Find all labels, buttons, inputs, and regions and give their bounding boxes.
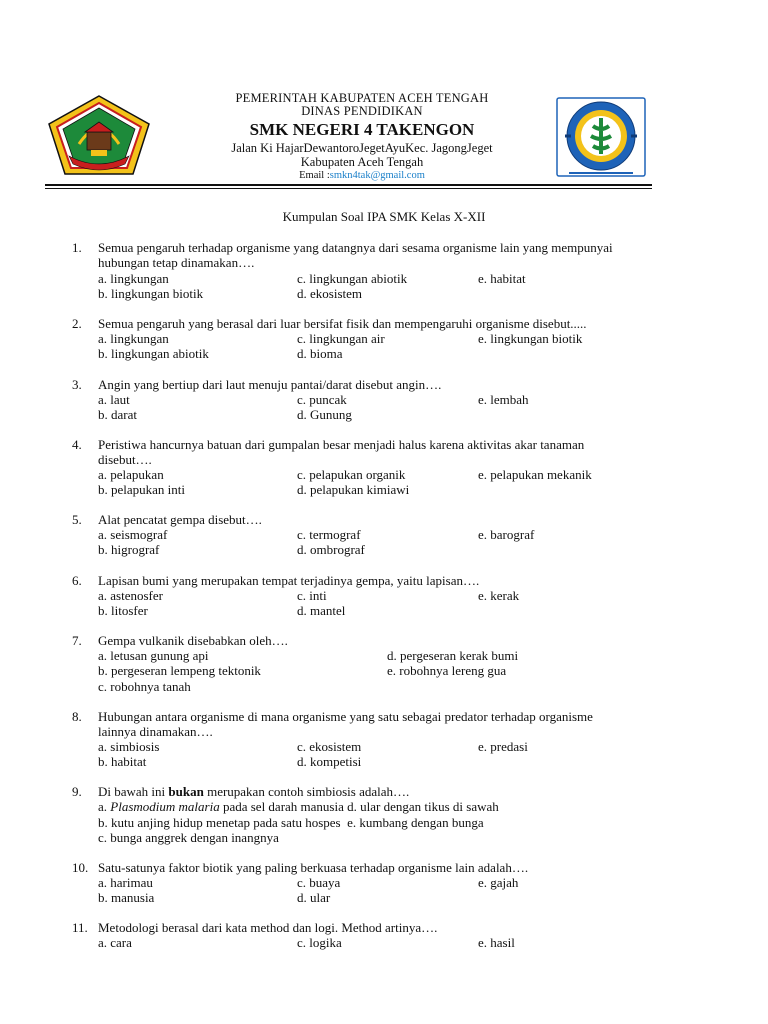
option-c[interactable]: c. buaya <box>297 875 341 890</box>
option-c[interactable]: c. logika <box>297 935 342 950</box>
question-number: 1. <box>72 240 82 255</box>
option-c[interactable]: c. bunga anggrek dengan inangnya <box>98 830 279 845</box>
option-e[interactable]: e. kerak <box>478 588 520 603</box>
option-b-and-e[interactable] <box>98 815 484 830</box>
option-c[interactable]: c. puncak <box>297 392 347 407</box>
option-c[interactable]: c. inti <box>297 588 327 603</box>
question-stem: Metodologi berasal dari kata method dan logi. Method artinya…. <box>98 920 438 935</box>
option-b[interactable]: b. litosfer <box>98 603 148 618</box>
option-d[interactable]: d. ekosistem <box>297 286 362 301</box>
option-b[interactable]: b. manusia <box>98 890 155 905</box>
option-a[interactable]: a. lingkungan <box>98 331 169 346</box>
email-line <box>150 169 574 183</box>
species-name: Plasmodium malaria <box>110 799 220 814</box>
option-e[interactable]: e. gajah <box>478 875 519 890</box>
option-b[interactable]: b. kutu anjing hidup menetap pada satu hospes <box>98 815 341 830</box>
option-a[interactable]: a. letusan gunung api <box>98 648 209 663</box>
option-e[interactable]: e. predasi <box>478 739 528 754</box>
question-number: 11. <box>72 920 88 935</box>
option-c[interactable]: c. lingkungan air <box>297 331 385 346</box>
option-e[interactable]: e. habitat <box>478 271 526 286</box>
question-number: 4. <box>72 437 82 452</box>
question-stem: Peristiwa hancurnya batuan dari gumpalan besar menjadi halus karena aktivitas akar tanaman disebut…. <box>98 437 585 467</box>
option-d[interactable]: d. Gunung <box>297 407 352 422</box>
option-c[interactable]: c. robohnya tanah <box>98 679 191 694</box>
option-e[interactable]: e. barograf <box>478 527 535 542</box>
option-e[interactable]: e. kumbang dengan bunga <box>347 815 484 830</box>
option-b[interactable]: b. higrograf <box>98 542 160 557</box>
question-number: 5. <box>72 512 82 527</box>
question-stem: Satu-satunya faktor biotik yang paling berkuasa terhadap organisme lain adalah…. <box>98 860 529 875</box>
question-number: 9. <box>72 784 82 799</box>
option-c[interactable]: c. lingkungan abiotik <box>297 271 408 286</box>
question-stem: Semua pengaruh yang berasal dari luar bersifat fisik dan mempengaruhi organisme disebut..... <box>98 316 587 331</box>
government-line: PEMERINTAH KABUPATEN ACEH TENGAH <box>235 91 489 105</box>
email-link[interactable]: smkn4tak@gmail.com <box>329 170 425 181</box>
option-d[interactable]: d. ular <box>297 890 331 905</box>
header-divider-thin <box>45 188 652 189</box>
option-e[interactable]: e. lingkungan biotik <box>478 331 583 346</box>
option-d[interactable]: d. pelapukan kimiawi <box>297 482 410 497</box>
regency-line: Kabupaten Aceh Tengah <box>300 155 424 169</box>
option-c[interactable]: c. ekosistem <box>297 739 362 754</box>
question-number: 3. <box>72 377 82 392</box>
emphasis-word: bukan <box>168 784 204 799</box>
option-e[interactable]: e. lembah <box>478 392 529 407</box>
option-a[interactable]: a. laut <box>98 392 130 407</box>
question-stem: Gempa vulkanik disebabkan oleh…. <box>98 633 288 648</box>
aceh-tengah-emblem-icon <box>45 94 153 178</box>
option-c[interactable]: c. termograf <box>297 527 361 542</box>
option-d[interactable]: d. bioma <box>297 346 343 361</box>
option-e[interactable]: e. robohnya lereng gua <box>387 663 507 678</box>
option-a[interactable]: a. pelapukan <box>98 467 164 482</box>
question-stem: Lapisan bumi yang merupakan tempat terjadinya gempa, yaitu lapisan…. <box>98 573 480 588</box>
option-d[interactable]: d. mantel <box>297 603 346 618</box>
option-d[interactable]: d. ular dengan tikus di sawah <box>347 799 499 814</box>
option-d[interactable]: d. ombrograf <box>297 542 365 557</box>
question-stem: Semua pengaruh terhadap organisme yang datangnya dari sesama organisme lain yang mempunyai hubungan tetap dinamakan…. <box>98 240 613 270</box>
option-a-and-d[interactable]: a. Plasmodium malaria pada sel darah manusia d. ular dengan tikus di sawah <box>98 799 499 814</box>
question-number: 7. <box>72 633 82 648</box>
option-a[interactable]: a. astenosfer <box>98 588 163 603</box>
option-a[interactable]: a. lingkungan <box>98 271 169 286</box>
school-name: SMK NEGERI 4 TAKENGON <box>249 120 475 139</box>
option-d[interactable]: d. pergeseran kerak bumi <box>387 648 519 663</box>
question-number: 2. <box>72 316 82 331</box>
letterhead <box>150 92 574 183</box>
question-number: 6. <box>72 573 82 588</box>
option-e[interactable]: e. pelapukan mekanik <box>478 467 592 482</box>
document-title: Kumpulan Soal IPA SMK Kelas X-XII <box>282 209 486 224</box>
question-number: 8. <box>72 709 82 724</box>
option-a[interactable]: a. cara <box>98 935 132 950</box>
option-b[interactable]: b. pergeseran lempeng tektonik <box>98 663 261 678</box>
question-stem: Di bawah ini bukan merupakan contoh simbiosis adalah…. <box>98 784 410 799</box>
option-d[interactable]: d. kompetisi <box>297 754 362 769</box>
option-b[interactable]: b. lingkungan abiotik <box>98 346 209 361</box>
department-line: DINAS PENDIDIKAN <box>301 104 423 118</box>
option-a[interactable]: a. seismograf <box>98 527 168 542</box>
option-b[interactable]: b. habitat <box>98 754 147 769</box>
option-e[interactable]: e. hasil <box>478 935 515 950</box>
question-stem: Hubungan antara organisme di mana organisme yang satu sebagai predator terhadap organisme lainnya dinamakan…. <box>98 709 593 739</box>
option-c[interactable]: c. pelapukan organik <box>297 467 406 482</box>
header-divider-thick <box>45 184 652 186</box>
option-b[interactable]: b. lingkungan biotik <box>98 286 204 301</box>
question-stem: Alat pencatat gempa disebut…. <box>98 512 262 527</box>
question-stem: Angin yang bertiup dari laut menuju pantai/darat disebut angin…. <box>98 377 442 392</box>
option-b[interactable]: b. pelapukan inti <box>98 482 186 497</box>
email-label: Email : <box>299 170 330 181</box>
option-a[interactable]: a. harimau <box>98 875 153 890</box>
address-line: Jalan Ki HajarDewantoroJegetAyuKec. JagongJeget <box>231 141 493 155</box>
option-b[interactable]: b. darat <box>98 407 137 422</box>
question-number: 10. <box>72 860 89 875</box>
option-a[interactable]: a. simbiosis <box>98 739 160 754</box>
